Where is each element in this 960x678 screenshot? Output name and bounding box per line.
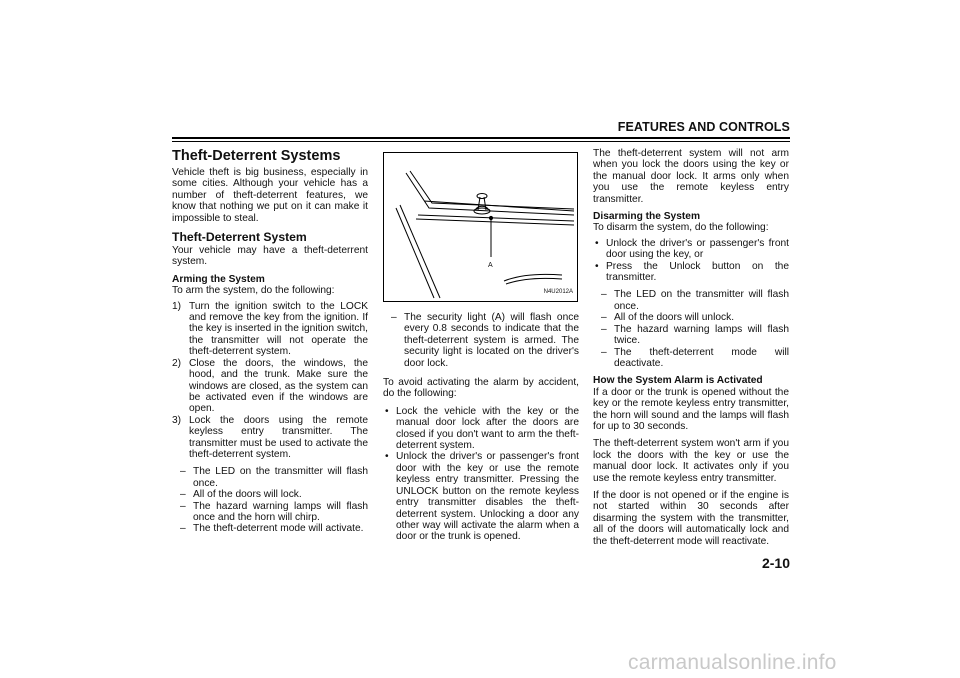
disarm-result-item: – The LED on the transmitter will flash once. — [601, 289, 789, 312]
door-lock-figure — [383, 152, 578, 302]
arming-steps — [172, 301, 368, 461]
avoid-item: • Lock the vehicle with the key or the manual door lock after the doors are closed if you don't want to arm the theft-deterrent system. — [383, 406, 579, 452]
disarming-heading: Disarming the System — [593, 211, 701, 223]
figure-callout-label: A — [488, 262, 493, 269]
alarm-heading: How the System Alarm is Activated — [593, 375, 763, 387]
disarm-item: • Press the Unlock button on the transmitter. — [593, 261, 789, 284]
section-header: FEATURES AND CONTROLS — [617, 120, 790, 134]
disarm-results — [593, 289, 789, 369]
door-lock-illustration — [384, 153, 577, 301]
disarm-result-item: – The hazard warning lamps will flash twice. — [601, 324, 789, 347]
watermark: carmanualsonline.info — [628, 651, 837, 674]
alarm-paragraph-1: If a door or the trunk is opened without the key or the remote keyless entry transmitter, the horn will sound and the lamps will flash for up to 30 seconds. — [593, 386, 789, 432]
column-3 — [593, 148, 789, 553]
arming-lead: To arm the system, do the following: — [172, 285, 335, 297]
step-text: Close the doors, the windows, the hood, and the trunk. Make sure the windows are closed, as the system can be activated even if the windows are open. — [189, 357, 368, 415]
not-arm-paragraph: The theft-deterrent system will not arm when you lock the doors using the key or the manual door lock. It arms only when you use the remote keyless entry transmitter. — [593, 148, 789, 205]
avoid-lead: To avoid activating the alarm by accident, do the following: — [383, 377, 579, 400]
disarm-item: • Unlock the driver's or passenger's front door using the key, or — [593, 238, 789, 261]
header-rule-thick — [172, 137, 790, 139]
arming-results — [172, 466, 368, 534]
step-text: Lock the doors using the remote keyless entry transmitter. The transmitter must be used to activate the theft-deterrent system. — [189, 414, 368, 460]
step-number: 2) — [172, 357, 182, 369]
result-item: – The LED on the transmitter will flash once. — [180, 466, 368, 489]
disarm-result-item: – All of the doors will unlock. — [601, 312, 789, 323]
avoid-item: • Unlock the driver's or passenger's front door with the key or use the remote keyless entry transmitter. Pressing the UNLOCK button on the remote keyless entry transmitter disables the theft-deterrent system. Unlocking a door any other way will activate the alarm when a door or the trunk is opened. — [383, 451, 579, 542]
section-subtitle: Theft-Deterrent System — [172, 230, 307, 245]
step-number: 3) — [172, 414, 182, 426]
disarming-lead: To disarm the system, do the following: — [593, 222, 769, 234]
step-number: 1) — [172, 300, 182, 312]
disarm-result-item: – The theft-deterrent mode will deactivate. — [601, 347, 789, 370]
result-item: – The hazard warning lamps will flash once and the horn will chirp. — [180, 501, 368, 524]
step-item — [172, 358, 368, 415]
subintro-paragraph: Your vehicle may have a theft-deterrent system. — [172, 245, 368, 268]
step-item — [172, 301, 368, 358]
disarm-bullets — [593, 238, 789, 284]
header-rule-thin — [172, 141, 790, 142]
intro-paragraph: Vehicle theft is big business, especially in some cities. Although your vehicle has a number of theft-deterrent features, we know that nothing we put on it can make it impossible to steal. — [172, 167, 368, 224]
result-item: – All of the doors will lock. — [180, 489, 368, 500]
step-item — [172, 415, 368, 461]
alarm-paragraph-2: The theft-deterrent system won't arm if you lock the doors with the key or use the manual door lock. It activates only if you use the remote keyless entry transmitter. — [593, 438, 789, 484]
security-light-item: – The security light (A) will flash once every 0.8 seconds to indicate that the theft-deterrent system is armed. The security light is located on the driver's door lock. — [391, 312, 579, 369]
figure-code: N4U2012A — [543, 288, 573, 295]
avoid-bullets — [383, 406, 579, 543]
security-light-list — [383, 312, 579, 369]
page-title: Theft-Deterrent Systems — [172, 148, 341, 164]
arming-heading: Arming the System — [172, 273, 265, 285]
page-number: 2-10 — [761, 555, 790, 571]
result-item: – The theft-deterrent mode will activate. — [180, 523, 368, 534]
column-1 — [172, 148, 368, 539]
column-2 — [383, 152, 579, 549]
step-text: Turn the ignition switch to the LOCK and remove the key from the ignition. If the key is inserted in the ignition switch, the transmitter will not operate the theft-deterrent system. — [189, 300, 368, 358]
alarm-paragraph-3: If the door is not opened or if the engine is not started within 30 seconds after disarming the system with the transmitter, all of the doors will automatically lock and the theft-deterrent mode will reactivate. — [593, 489, 789, 547]
